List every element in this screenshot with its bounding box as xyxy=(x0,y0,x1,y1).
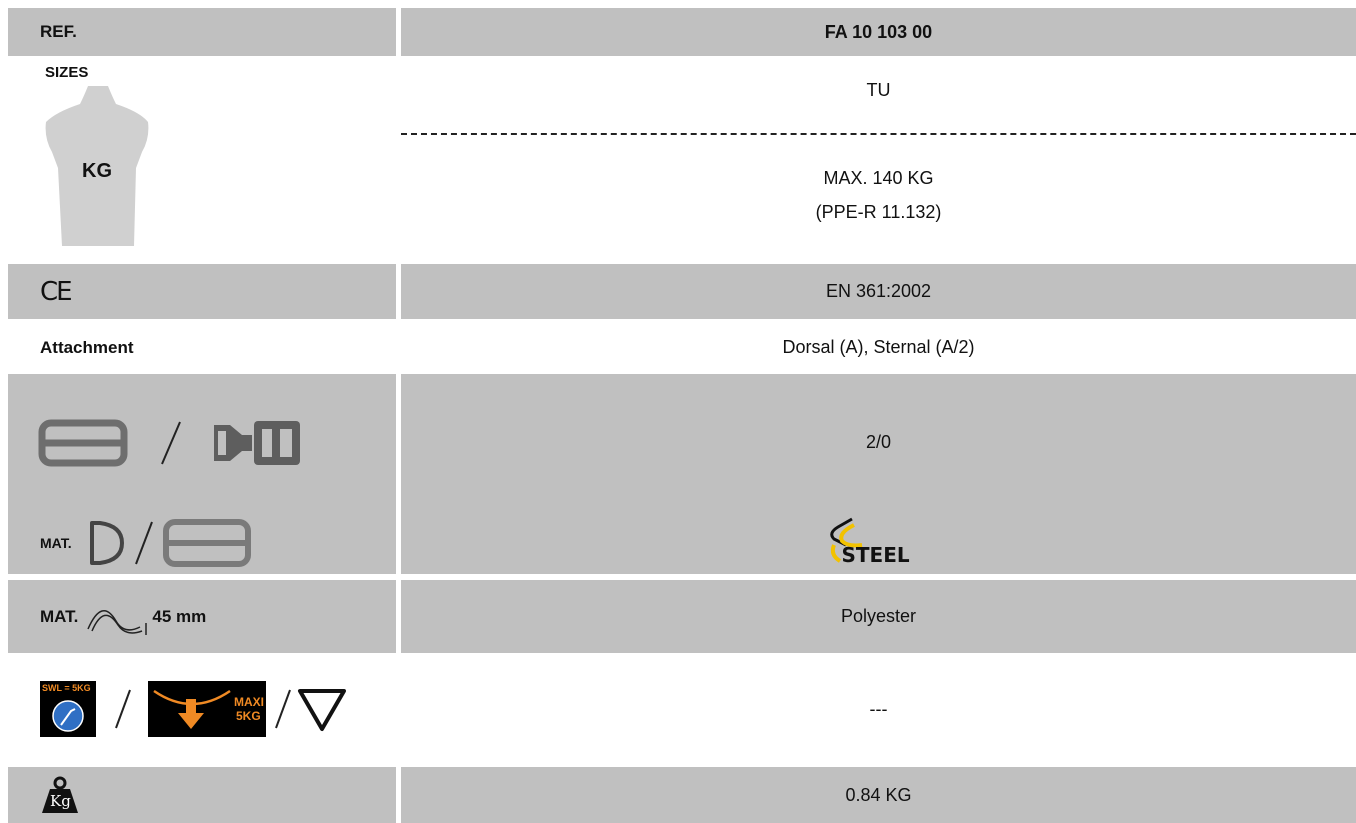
quick-buckle-icon xyxy=(208,417,308,469)
triangle-icon xyxy=(296,683,348,735)
hardware-mat-label: MAT. xyxy=(40,534,72,551)
drop-arrow-icon xyxy=(152,687,232,733)
adjusters-value: 2/0 xyxy=(865,432,892,452)
sizes-label: SIZES xyxy=(45,64,89,81)
swl-badge-text: SWL = 5KG xyxy=(42,683,91,693)
steel-logo-text: STEEL xyxy=(841,542,910,567)
dashed-divider xyxy=(401,133,1356,135)
webbing-mat-label: MAT. xyxy=(40,606,79,626)
attachment-value: Dorsal (A), Sternal (A/2) xyxy=(782,337,975,357)
hardware-material-row xyxy=(0,511,1356,574)
weight-note: (PPE-R 11.132) xyxy=(815,202,942,222)
weight-kg-icon xyxy=(40,775,80,815)
ce-standard-value: EN 361:2002 xyxy=(825,281,932,301)
tool-load-row xyxy=(0,657,1356,761)
size-value: TU xyxy=(866,79,891,100)
webbing-material-value: Polyester xyxy=(840,606,917,626)
adjusters-row xyxy=(0,374,1356,511)
weight-icon-text: Kg xyxy=(50,792,71,810)
tool-load-value: --- xyxy=(869,698,888,719)
slash-divider xyxy=(156,418,186,468)
maxi-badge-line2: 5KG xyxy=(236,709,261,723)
slide-buckle-icon xyxy=(38,419,128,467)
ce-mark-icon: CE xyxy=(40,276,71,307)
ref-value: FA 10 103 00 xyxy=(824,21,933,42)
steel-logo xyxy=(824,515,934,571)
webbing-material-row xyxy=(0,580,1356,653)
webbing-width: 45 mm xyxy=(152,606,207,626)
maxi-badge-line1: MAXI xyxy=(234,695,264,709)
slide-buckle-icon xyxy=(162,518,252,568)
swl-badge xyxy=(40,681,96,737)
d-ring-icon xyxy=(86,518,126,568)
slash-divider xyxy=(270,684,294,734)
maxi-badge xyxy=(148,681,266,737)
ref-label: REF. xyxy=(40,22,77,41)
sizes-row xyxy=(0,56,1356,248)
tool-icon xyxy=(51,699,85,733)
weight-row xyxy=(0,767,1356,823)
ref-row xyxy=(0,8,1356,56)
body-figure xyxy=(8,56,168,248)
weight-max-value: MAX. 140 KG xyxy=(823,168,934,188)
ce-row xyxy=(0,264,1356,319)
attachment-label: Attachment xyxy=(40,337,134,357)
slash-divider xyxy=(108,684,138,734)
weight-value: 0.84 KG xyxy=(845,784,912,805)
kg-label: KG xyxy=(82,160,112,182)
slash-divider xyxy=(132,518,156,568)
webbing-icon xyxy=(84,597,150,637)
attachment-row xyxy=(0,325,1356,370)
